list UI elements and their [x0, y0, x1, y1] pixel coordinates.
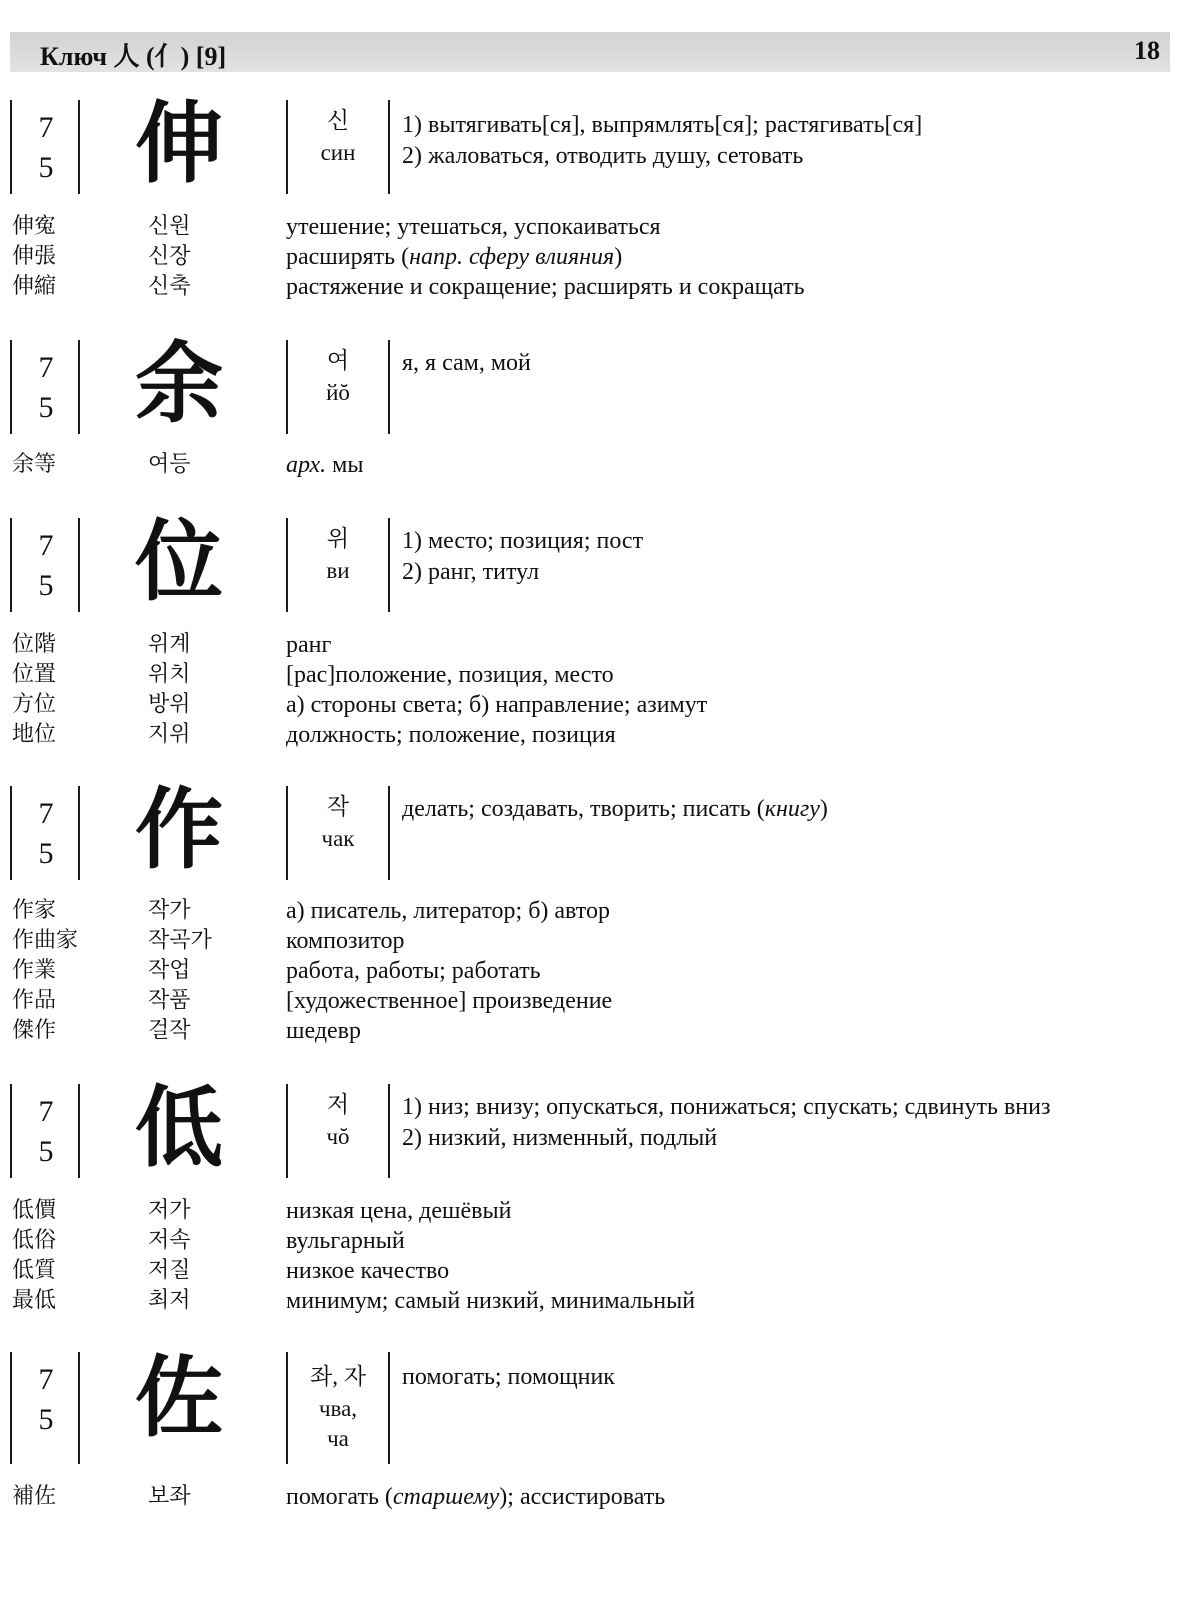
reading-cyrillic: чŏ: [326, 1124, 350, 1149]
compound-hanzi: 傑作: [12, 1018, 57, 1043]
divider: [78, 1084, 80, 1178]
reading-cyrillic: син: [320, 140, 356, 165]
compound-meaning: а) стороны света; б) направление; азимут: [286, 692, 708, 718]
compound-row: [0, 720, 1191, 750]
headword-character: 作: [135, 778, 224, 881]
compound-korean: 신장: [148, 244, 191, 269]
compound-korean: 지위: [148, 722, 191, 747]
compound-row: [0, 660, 1191, 690]
compound-meaning: работа, работы; работать: [286, 958, 541, 984]
compound-korean: 작업: [148, 958, 191, 983]
divider: [286, 340, 288, 434]
divider: [286, 518, 288, 612]
compound-list: [0, 450, 1191, 480]
compound-hanzi: 作曲家: [12, 928, 79, 953]
definitions: [402, 794, 828, 825]
compound-hanzi: 伸寃: [12, 214, 57, 239]
compound-hanzi: 位階: [12, 632, 57, 657]
compound-hanzi: 方位: [12, 692, 57, 717]
divider: [10, 786, 12, 880]
compound-row: [0, 956, 1191, 986]
compound-row: [0, 986, 1191, 1016]
definition-line: 2) ранг, титул: [402, 559, 540, 585]
compound-hanzi: 余等: [12, 452, 57, 477]
dictionary-entry: [0, 92, 1191, 196]
compound-meaning: низкое качество: [286, 1258, 450, 1284]
compound-row: [0, 1226, 1191, 1256]
stroke-count-extra: 5: [38, 1403, 54, 1436]
headword-character: 余: [135, 332, 224, 435]
dictionary-entry: [0, 778, 1191, 882]
definition-line: 1) низ; внизу; опускаться, понижаться; спускать; сдвинуть вниз: [402, 1094, 1051, 1120]
compound-meaning: растяжение и сокращение; расширять и сокращать: [286, 274, 805, 300]
definition-line: я, я сам, мой: [402, 350, 531, 376]
compound-meaning: [рас]положение, позиция, место: [286, 662, 614, 688]
compound-hanzi: 地位: [12, 722, 57, 747]
compound-list: [0, 1196, 1191, 1316]
compound-korean: 위계: [148, 632, 191, 657]
definitions: [402, 110, 922, 172]
compound-hanzi: 低質: [12, 1258, 57, 1283]
compound-korean: 저가: [148, 1198, 191, 1223]
divider: [388, 1084, 390, 1178]
divider: [78, 518, 80, 612]
compound-hanzi: 最低: [12, 1288, 57, 1313]
reading-korean: 좌, 자: [310, 1364, 366, 1389]
divider: [10, 1352, 12, 1464]
reading-cyrillic: чак: [321, 826, 355, 851]
reading-cyrillic-alt: ча: [327, 1426, 349, 1451]
divider: [10, 518, 12, 612]
dictionary-entry: [0, 332, 1191, 436]
dictionary-entry: [0, 510, 1191, 614]
compound-row: [0, 1016, 1191, 1046]
definitions: [402, 526, 643, 588]
stroke-count-total: 7: [38, 529, 54, 562]
compound-korean: 최저: [148, 1288, 191, 1313]
reading-cyrillic: йŏ: [326, 380, 350, 405]
compound-korean: 위치: [148, 662, 191, 687]
compound-hanzi: 低價: [12, 1198, 57, 1223]
divider: [286, 1352, 288, 1464]
compound-row: [0, 242, 1191, 272]
stroke-count-total: 7: [38, 111, 54, 144]
divider: [78, 100, 80, 194]
compound-hanzi: 位置: [12, 662, 57, 687]
compound-meaning: [художественное] произведение: [286, 988, 613, 1014]
compound-hanzi: 作家: [12, 898, 57, 923]
compound-hanzi: 補佐: [12, 1484, 57, 1509]
compound-hanzi: 伸縮: [12, 274, 57, 299]
reading-korean: 신: [326, 108, 350, 133]
compound-row: [0, 926, 1191, 956]
headword-character: 伸: [135, 92, 224, 195]
divider: [388, 340, 390, 434]
stroke-count-extra: 5: [38, 837, 54, 870]
divider: [78, 340, 80, 434]
stroke-count-total: 7: [38, 1363, 54, 1396]
compound-korean: 방위: [148, 692, 191, 717]
compound-meaning: утешение; утешаться, успокаиваться: [286, 214, 661, 240]
stroke-count-total: 7: [38, 797, 54, 830]
compound-list: [0, 630, 1191, 750]
definition-line: 1) место; позиция; пост: [402, 528, 644, 554]
compound-hanzi: 作品: [12, 988, 57, 1013]
stroke-count-extra: 5: [38, 391, 54, 424]
headword-character: 低: [135, 1076, 224, 1179]
compound-korean: 신축: [148, 274, 191, 299]
compound-meaning: должность; положение, позиция: [286, 722, 616, 748]
compound-korean: 신원: [148, 214, 191, 239]
compound-meaning: низкая цена, дешёвый: [286, 1198, 512, 1224]
reading-cyrillic: чва,: [318, 1396, 358, 1421]
compound-korean: 작가: [148, 898, 191, 923]
reading-korean: 저: [326, 1092, 350, 1117]
compound-row: [0, 690, 1191, 720]
definition-line: помогать; помощник: [402, 1364, 615, 1390]
compound-row: [0, 272, 1191, 302]
compound-meaning: вульгарный: [286, 1228, 405, 1254]
reading-cyrillic: ви: [326, 558, 350, 583]
compound-row: [0, 1482, 1191, 1512]
stroke-count-extra: 5: [38, 151, 54, 184]
reading-korean: 위: [326, 526, 350, 551]
compound-hanzi: 作業: [12, 958, 57, 983]
compound-meaning: арх. мы: [286, 452, 364, 478]
compound-row: [0, 1256, 1191, 1286]
compound-hanzi: 伸張: [12, 244, 57, 269]
definition-line: 2) низкий, низменный, подлый: [402, 1125, 718, 1151]
stroke-count-total: 7: [38, 351, 54, 384]
compound-meaning: шедевр: [286, 1018, 362, 1044]
divider: [286, 100, 288, 194]
divider: [388, 786, 390, 880]
stroke-count-extra: 5: [38, 569, 54, 602]
compound-korean: 보좌: [148, 1484, 191, 1509]
compound-korean: 작품: [148, 988, 191, 1013]
compound-korean: 저속: [148, 1228, 191, 1253]
compound-meaning: композитор: [286, 928, 405, 954]
compound-row: [0, 896, 1191, 926]
divider: [388, 100, 390, 194]
header-title: Ключ 人 (亻) [9]: [40, 42, 227, 71]
definition-line: делать; создавать, творить; писать (книгу): [402, 796, 828, 822]
compound-korean: 작곡가: [148, 928, 212, 953]
compound-meaning: расширять (напр. сферу влияния): [286, 244, 623, 270]
definitions: [402, 348, 531, 379]
definition-line: 1) вытягивать[ся], выпрямлять[ся]; растягивать[ся]: [402, 112, 923, 138]
reading-korean: 여: [326, 348, 350, 373]
divider: [10, 100, 12, 194]
compound-list: [0, 212, 1191, 302]
compound-row: [0, 450, 1191, 480]
reading-korean: 작: [326, 794, 350, 819]
divider: [10, 1084, 12, 1178]
page-header: [10, 32, 1170, 72]
definition-line: 2) жаловаться, отводить душу, сетовать: [402, 143, 804, 169]
compound-list: [0, 1482, 1191, 1512]
divider: [286, 786, 288, 880]
divider: [78, 786, 80, 880]
divider: [388, 518, 390, 612]
headword-character: 位: [135, 510, 224, 613]
compound-hanzi: 低俗: [12, 1228, 57, 1253]
compound-list: [0, 896, 1191, 1046]
compound-meaning: а) писатель, литератор; б) автор: [286, 898, 610, 924]
compound-meaning: ранг: [286, 632, 332, 658]
compound-korean: 저질: [148, 1258, 191, 1283]
compound-korean: 여등: [148, 452, 191, 477]
divider: [10, 340, 12, 434]
compound-row: [0, 212, 1191, 242]
page-number: 18: [1134, 36, 1160, 65]
definitions: [402, 1362, 615, 1393]
dictionary-entry: [0, 1348, 1191, 1466]
headword-character: 佐: [135, 1346, 224, 1449]
stroke-count-total: 7: [38, 1095, 54, 1128]
compound-meaning: минимум; самый низкий, минимальный: [286, 1288, 696, 1314]
compound-row: [0, 630, 1191, 660]
compound-korean: 걸작: [148, 1018, 191, 1043]
dictionary-entry: [0, 1076, 1191, 1180]
divider: [286, 1084, 288, 1178]
divider: [388, 1352, 390, 1464]
compound-row: [0, 1196, 1191, 1226]
compound-meaning: помогать (старшему); ассистировать: [286, 1484, 666, 1510]
definitions: [402, 1092, 1050, 1154]
compound-row: [0, 1286, 1191, 1316]
divider: [78, 1352, 80, 1464]
stroke-count-extra: 5: [38, 1135, 54, 1168]
